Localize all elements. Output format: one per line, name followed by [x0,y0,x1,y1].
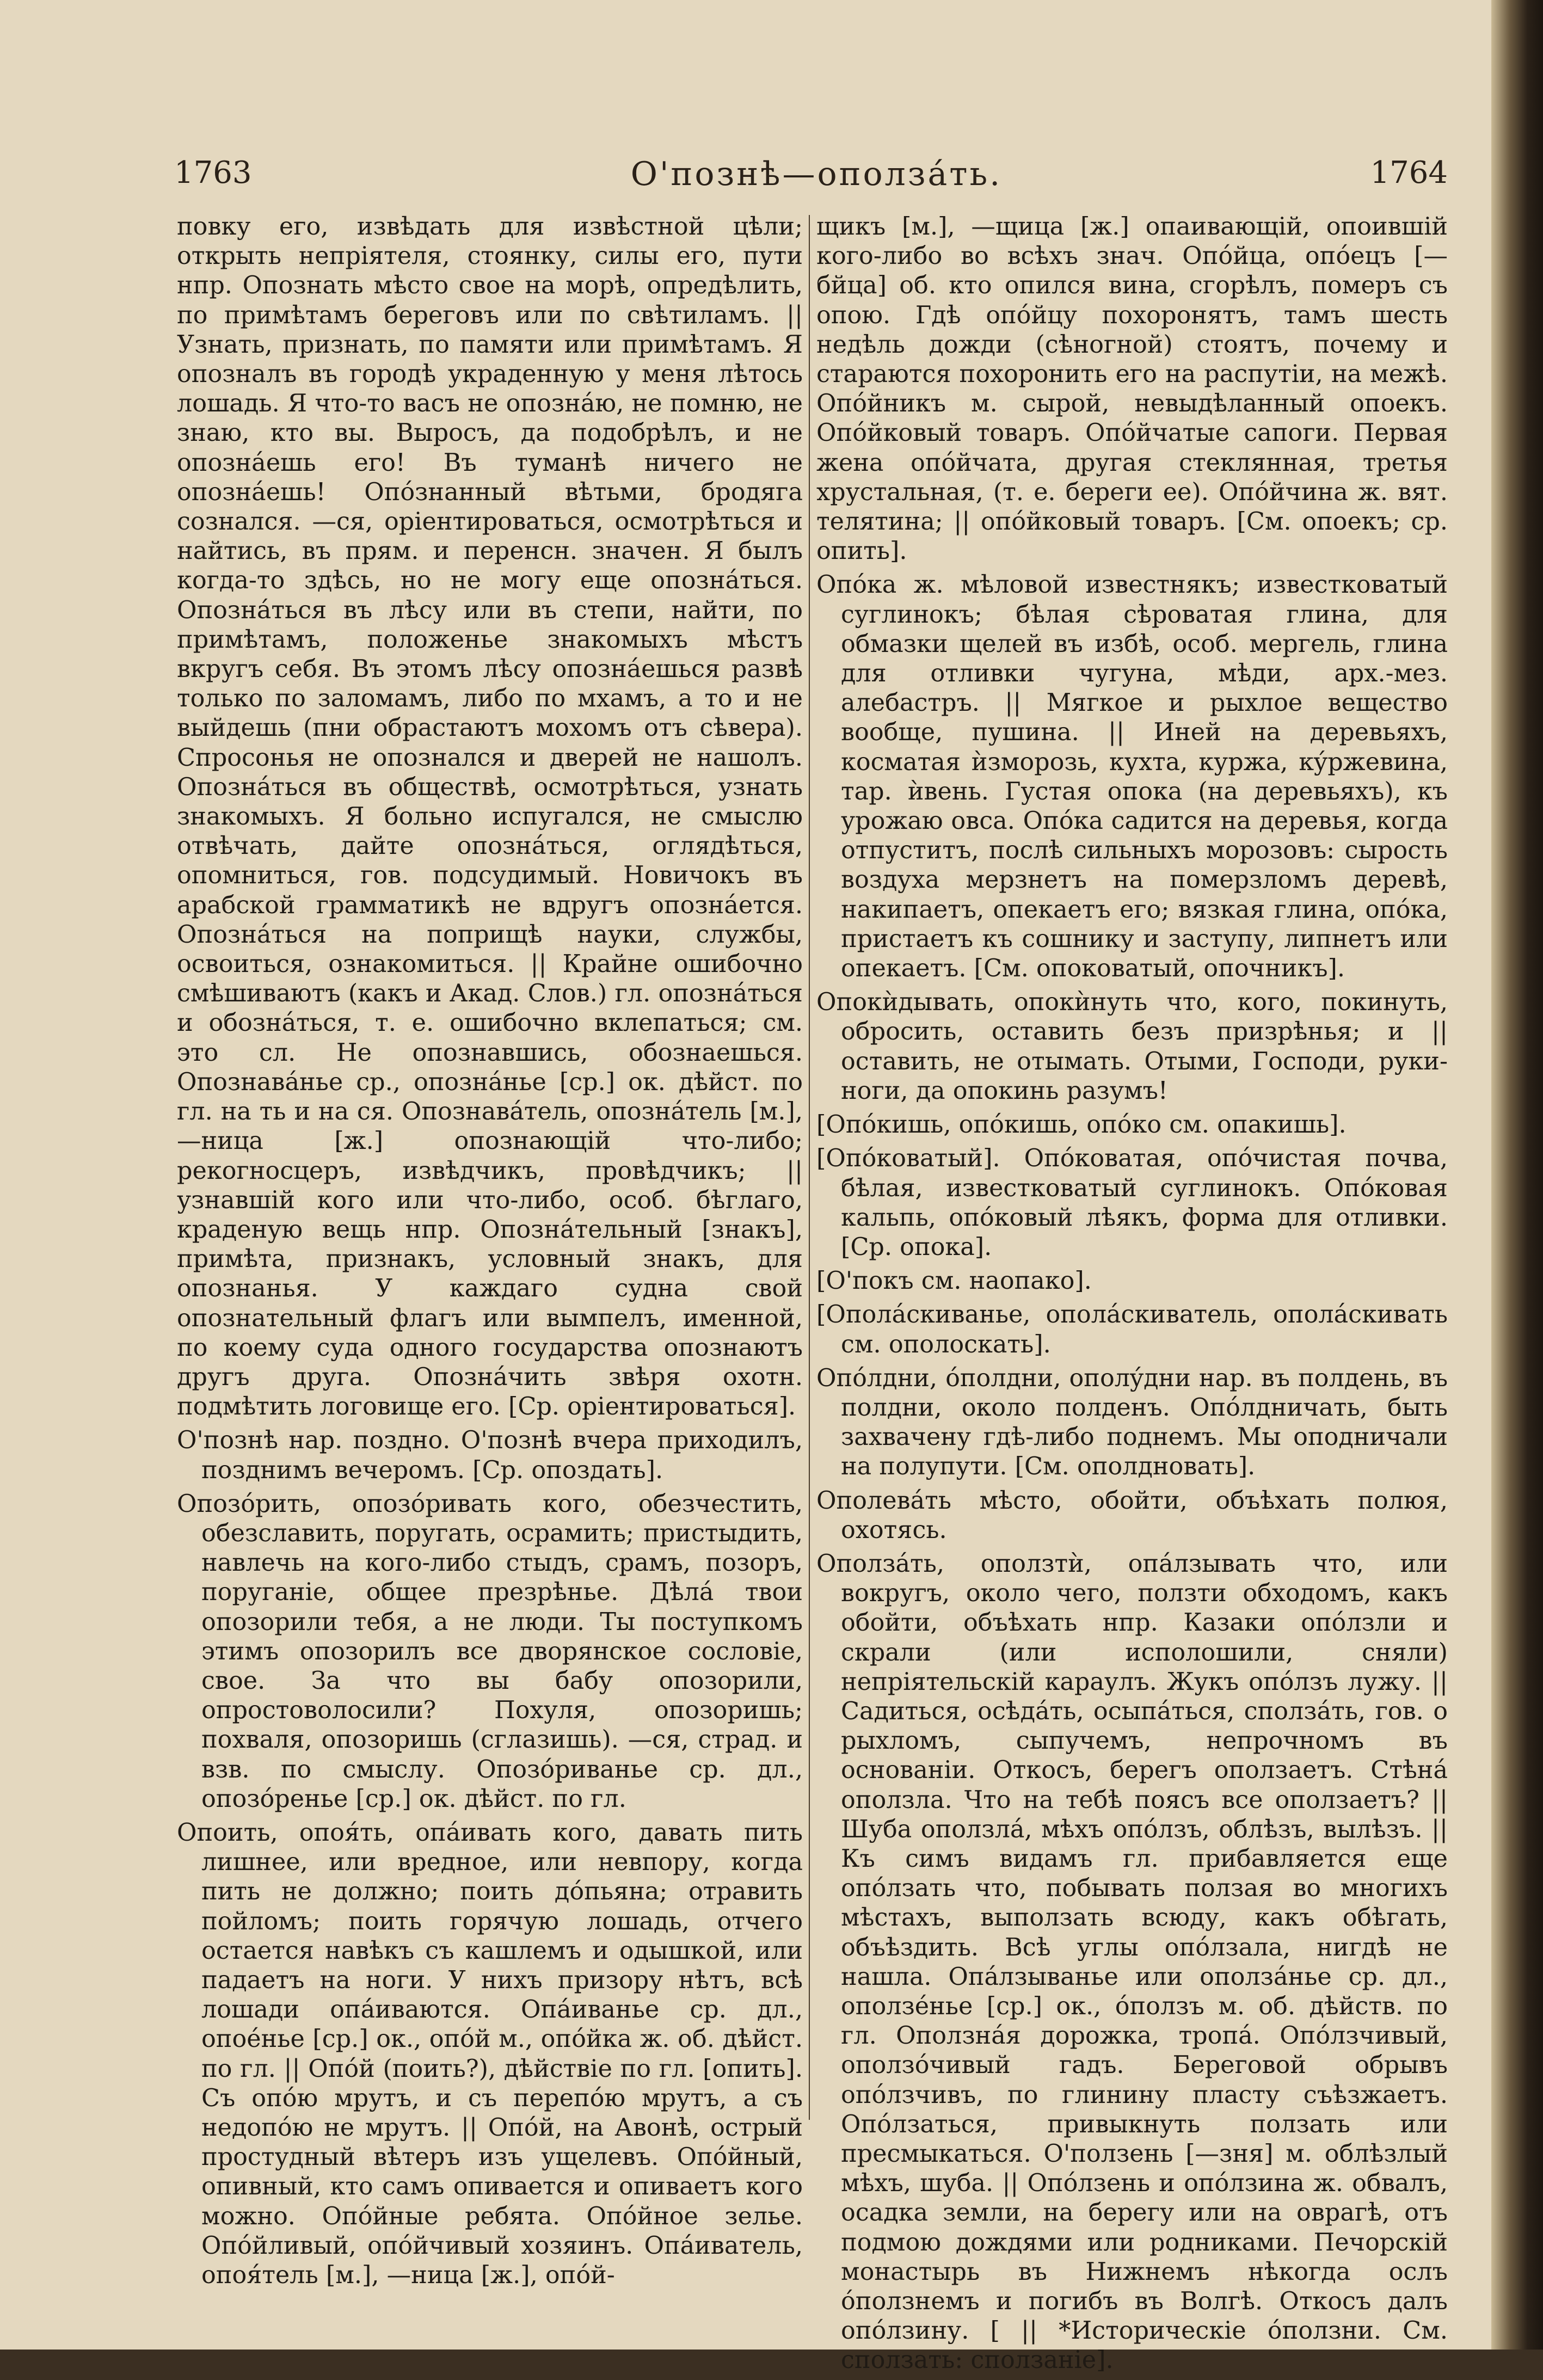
dictionary-entry: [Ополáскиванье, ополáскиватель, ополáскивать см. ополоскать]. [816,1301,1448,1358]
dictionary-entry: О'познѣ нар. поздно. О'познѣ вчера приходилъ, позднимъ вечеромъ. [Ср. опоздать]. [177,1426,803,1484]
left-column [177,212,803,2295]
page-number-left: 1763 [174,155,252,190]
dictionary-entry: Оползáть, оползтѝ, опáлзывать что, или вокругъ, около чего, ползти обходомъ, какъ обойти, объѣхать нпр. Казаки опóлзли и скрали (или исполошили, сняли) непріятельскій караулъ. Жукъ опóлзъ лужу. || Садиться, осѣдáть, осыпáться, сползáть, гов. о рыхломъ, сыпучемъ, непрочномъ въ основаніи. Откосъ, берегъ оползаетъ. Стѣнá оползла. Что на тебѣ поясъ все оползаетъ? || Шуба оползлá, мѣхъ опóлзъ, облѣзъ, вылѣзъ. || Къ симъ видамъ гл. прибавляется еще опóлзать что, побывать ползая во многихъ мѣстахъ, выползать всюду, какъ обѣгать, объѣздить. Всѣ углы опóлзала, нигдѣ не нашла. Опáлзыванье или оползáнье ср. дл., оползéнье [ср.] ок., óползъ м. об. дѣйств. по гл. Оползнáя дорожка, тропá. Опóлзчивый, оползóчивый гадъ. Береговой обрывъ опóлзчивъ, по глинину пласту съѣзжаетъ. Опóлзаться, привыкнуть ползать или пресмыкаться. О'ползень [—зня] м. облѣзлый мѣхъ, шуба. || Опóлзень и опóлзина ж. обвалъ, осадка земли, на берегу или на оврагѣ, отъ подмою дождями или родниками. Печорскій монастырь въ Нижнемъ нѣкогда ослъ óползнемъ и погибъ въ Волгѣ. Откосъ далъ опóлзину. [ || *Историческіе óползни. См. сползать: сползаніе]. [816,1549,1448,2375]
dictionary-entry: Опоить, опоя́ть, опáивать кого, давать пить лишнее, или вредное, или невпору, когда пить не должно; поить дóпьяна; отравить пойломъ; поить горячую лошадь, отчего остается навѣкъ съ кашлемъ и одышкой, или падаетъ на ноги. У нихъ призору нѣтъ, всѣ лошади опáиваются. Опáиванье ср. дл., опоéнье [ср.] ок., опóй м., опóйка ж. об. дѣйст. по гл. || Опóй (поить?), дѣйствіе по гл. [опить]. Съ опóю мрутъ, и съ перепóю мрутъ, а съ недопóю не мрутъ. || Опóй, на Авонѣ, острый простудный вѣтеръ изъ ущелевъ. Опóйный, опивный, кто самъ опивается и опиваетъ кого можно. Опóйные ребята. Опóйное зелье. Опóйливый, опóйчивый хозяинъ. Опáиватель, опоя́тель [м.], —ница [ж.], опóй- [177,1818,803,2290]
dictionary-entry: Опóка ж. мѣловой известнякъ; известковатый суглинокъ; бѣлая сѣроватая глина, для обмазки щелей въ избѣ, особ. мергель, глина для отливки чугуна, мѣди, арх.-мез. алебастръ. || Мягкое и рыхлое вещество вообще, пушина. || Иней на деревьяхъ, косматая ѝзморозь, кухта, куржа, кýржевина, тар. ѝвень. Густая опока (на деревьяхъ), къ урожаю овса. Опóка садится на деревья, когда отпуститъ, послѣ сильныхъ морозовъ: сырость воздуха мерзнетъ на померзломъ деревѣ, накипаетъ, опекаетъ его; вязкая глина, опóка, пристаетъ къ сошнику и заступу, липнетъ или опекаетъ. [См. опоковатый, опочникъ]. [816,571,1448,983]
dictionary-entry: повку его, извѣдать для извѣстной цѣли; открыть непріятеля, стоянку, силы его, пути нпр. Опознать мѣсто свое на морѣ, опредѣлить, по примѣтамъ береговъ или по свѣтиламъ. || Узнать, признать, по памяти или примѣтамъ. Я опозналъ въ городѣ украденную у меня лѣтось лошадь. Я что-то васъ не опознáю, не помню, не знаю, кто вы. Выросъ, да подобрѣлъ, и не опознáешь его! Въ туманѣ ничего не опознáешь! Опóзнанный вѣтьми, бродяга сознался. —ся, оріентироваться, осмотрѣться и найтись, въ прям. и перенсн. значен. Я былъ когда-то здѣсь, но не могу еще опознáться. Опознáться въ лѣсу или въ степи, найти, по примѣтамъ, положенье знакомыхъ мѣстъ вкругъ себя. Въ этомъ лѣсу опознáешься развѣ только по заломамъ, либо по мхамъ, а то и не выйдешь (пни обрастаютъ мохомъ отъ сѣвера). Спросонья не опознался и дверей не нашолъ. Опознáться въ обществѣ, осмотрѣться, узнать знакомыхъ. Я больно испугался, не смыслю отвѣчать, дайте опознáться, оглядѣться, опомниться, гов. подсудимый. Новичокъ въ арабской грамматикѣ не вдругъ опознáется. Опознáться на поприщѣ науки, службы, освоиться, ознакомиться. || Крайне ошибочно смѣшиваютъ (какъ и Акад. Слов.) гл. опознáться и обознáться, т. е. ошибочно вклепаться; см. это сл. Не опознавшись, обознаешься. Опознавáнье ср., опознáнье [ср.] ок. дѣйст. по гл. на ть и на ся. Опознавáтель, опознáтель [м.], —ница [ж.] опознающій что-либо; рекогносцеръ, извѣдчикъ, провѣдчикъ; || узнавшій кого или что-либо, особ. бѣглаго, краденую вещь нпр. Опознáтельный [знакъ], примѣта, признакъ, условный знакъ, для опознанья. У каждаго судна свой опознательный флагъ или вымпелъ, именной, по коему суда одного государства опознаютъ другъ друга. Опознáчить звѣря охотн. подмѣтить логовище его. [Ср. оріентироваться]. [177,213,803,1421]
column-divider [809,215,810,2120]
dictionary-entry: Ополевáть мѣсто, обойти, объѣхать полюя, охотясь. [816,1486,1448,1544]
dictionary-entry: [О'покъ см. наопако]. [816,1267,1092,1295]
page-header [174,155,1459,199]
dictionary-entry: [Опóкишь, опóкишь, опóко см. опакишь]. [816,1111,1347,1139]
right-column [816,212,1448,2380]
page-number-right: 1764 [1370,155,1448,190]
dictionary-entry: Опозóрить, опозóривать кого, обезчестить, обезславить, поругать, осрамить; пристыдить, навлечь на кого-либо стыдъ, срамъ, позоръ, поруганіе, общее презрѣнье. Дѣлá твои опозорили тебя, а не люди. Ты поступкомъ этимъ опозорилъ все дворянское сословіе, свое. За что вы бабу опозорили, опростоволосили? Похуля, опозоришь; похваля, опозоришь (сглазишь). —ся, страд. и взв. по смыслу. Опозóриванье ср. дл., опозóренье [ср.] ок. дѣйст. по гл. [177,1490,803,1813]
dictionary-entry: щикъ [м.], —щица [ж.] опаивающій, опоившій кого-либо во всѣхъ знач. Опóйца, опóецъ [—бйца] об. кто опился вина, сгорѣлъ, померъ съ опою. Гдѣ опóйцу похоронятъ, тамъ шесть недѣль дожди (сѣногной) стоятъ, почему и стараются похоронить его на распутіи, на межѣ. Опóйникъ м. сырой, невыдѣланный опоекъ. Опóйковый товаръ. Опóйчатые сапоги. Первая жена опóйчата, другая стеклянная, третья хрустальная, (т. е. береги ее). Опóйчина ж. вят. телятина; || опóйковый товаръ. [См. опоекъ; ср. опить]. [816,213,1448,565]
running-title: О'познѣ—оползáть. [630,155,1003,193]
dictionary-entry: Опокѝдывать, опокѝнуть что, кого, покинуть, обросить, оставить безъ призрѣнья; и || оставить, не отымать. Отыми, Господи, руки-ноги, да опокинь разумъ! [816,988,1448,1105]
dictionary-entry: Опóлдни, óполдни, ополýдни нар. въ полдень, въ полдни, около полденъ. Опóлдничать, быть захвачену гдѣ-либо поднемъ. Мы оподничали на полупути. [См. ополдновать]. [816,1364,1448,1481]
book-gutter [1491,0,1543,2350]
dictionary-entry: [Опóковатый]. Опóковатая, опóчистая почва, бѣлая, известковатый суглинокъ. Опóковая кальпь, опóковый лѣякъ, форма для отливки. [Ср. опока]. [816,1145,1448,1261]
